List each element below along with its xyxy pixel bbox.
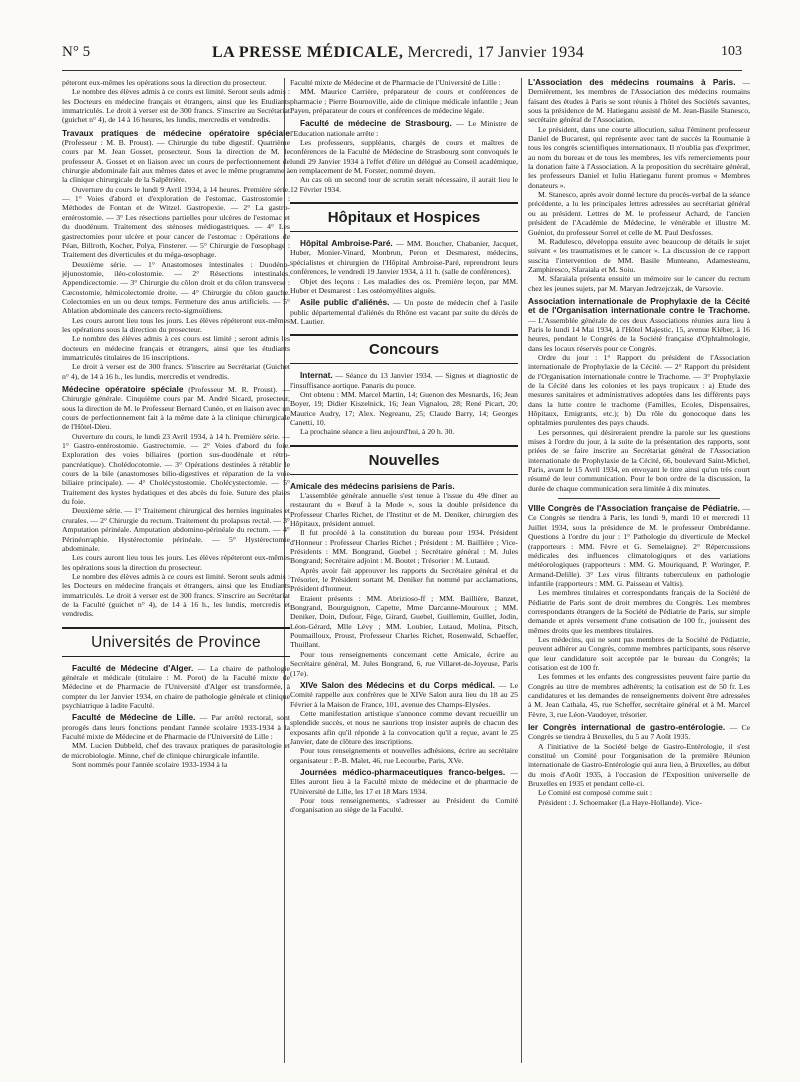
article-alger	[62, 664, 290, 711]
paragraph: Ouverture du cours le lundi 9 Avril 1934, à 14 heures. Première série. — 1° Voies d'abord et d'exploration de l'estomac. Gastrostomie : Méthodes de Fontan et de Witzel. Gastropexie. — 2° La gastro-entérostomie. — 3° Les résections partielles pour ulcères de l'estomac et du duodénum. Traitement des sténoses médiogastriques. — 4° Les gastrectomies pour ulcère et pour cancer de l'estomac : Opérations de Péan, Billroth, Kocher, Polya, Finsterer. — 5° Chirurgie de l'œsophage : Traitement des diverticules et du méga-œsophage.	[62, 184, 290, 260]
article-internat	[290, 371, 518, 390]
article-heading: Association internationale de Prophylaxie de la Cécité et de l'Organisation internationale contre le Trachome.	[528, 295, 750, 316]
article-text: (Professeur : M. B. Proust). — Chirurgie du tube digestif. Quatrième cours par M. Jean Gosset, prosecteur. Sous la direction de M. le professeur A. Gosset et en liaison avec un cours de perfectionnement de chirurgie abdominale fait aux mêmes dates et avec le même programme à la clinique chirurgicale de la Salpêtrière.	[62, 138, 290, 185]
article-strasbourg	[290, 119, 518, 138]
article-text: — Ce Congrès se tiendra à Bruxelles, du 5 au 7 Août 1935.	[528, 723, 750, 742]
column-middle	[290, 78, 518, 1068]
paragraph: Cette manifestation artistique s'annonce comme devant recueillir un splendide succès, et nous ne saurions trop insister auprès de chacun des exposants afin qu'il réponde à la convocation qu'il a reçue, avant le 25 Janvier, date de clôture des inscriptions.	[290, 708, 518, 746]
issue-date: Mercredi, 17 Janvier 1934	[407, 44, 584, 61]
paragraph: Ordre du jour : 1° Rapport du président de l'Association internationale de Prophylaxie de la Cécité. — 2° Rapport du président de l'Organisation internationale contre le Trachome. — 3° Prophylaxie de la Cécité dans les colonies et les pays tropicaux : a) Etude des mesures sanitaires et administratives adoptées dans les différents pays dans la lutte contre le trachome (Familles, Ecoles, Dispensaires, Hôpitaux, Emigrants, etc.); b) Du rôle du gonocoque dans les ophtalmies purulentes des pays chauds.	[528, 352, 750, 428]
article-text: — Elles auront lieu à la Faculté mixte de médecine et de pharmacie de l'Université de Lille, les 17 et 18 Mars 1934.	[290, 767, 518, 796]
page-header	[62, 44, 742, 71]
paragraph: La prochaine séance a lieu aujourd'hui, à 20 h. 30.	[300, 427, 455, 437]
article-heading: Faculté de Médecine d'Alger.	[72, 662, 194, 673]
masthead	[212, 44, 584, 62]
article-travaux-pratiques	[62, 129, 290, 185]
article-ambroise-pare	[290, 239, 518, 276]
paragraph: péteront eux-mêmes les opérations sous la direction du prosecteur.	[62, 78, 267, 87]
paragraph: M. Radulesco, développa ensuite avec beaucoup de détails le sujet suivant « les traumatismes et le cancer ». La discussion de ce rapport suscita l'intervention de MM. Basile Munteano, Adamesteanu, Zamphiresco, Sfaraiala et M. Soiu.	[528, 236, 750, 274]
article-salon	[290, 681, 518, 709]
article-heading: Faculté de médecine de Strasbourg.	[300, 118, 452, 129]
section-title-universites: Universités de Province	[62, 627, 290, 657]
article-asile	[290, 298, 518, 326]
column-right	[528, 78, 750, 1068]
paragraph: Pour tous renseignements, s'adresser au Président du Comité d'organisation au siège de la Faculté.	[290, 795, 518, 815]
paragraph: Président : J. Schoemaker (La Haye-Hollande). Vice-	[538, 797, 702, 807]
paragraph: Pour tous renseignements et nouvelles adhésions, écrire au secrétaire organisateur : P.-B. Malet, 46, rue Lecourbe, Paris, XVe.	[290, 746, 518, 765]
article-heading: XIVe Salon des Médecins et du Corps médical.	[300, 679, 495, 690]
article-heading: VIIIe Congrès de l'Association française de Pédiatrie.	[528, 503, 740, 514]
paragraph: Les cours auront lieu tous les jours. Les élèves répéteront eux-mêmes les opérations sous la direction du prosecteur.	[62, 553, 290, 572]
article-text: — Dernièrement, les membres de l'Association des médecins roumains faisant des études à Paris se sont réunis à l'hôtel des Sociétés savantes, sous la présidence de M. Hatieganu assisté de M. Jean-Basile Stanesco, secrétaire général de l'Association.	[528, 78, 750, 125]
article-text: — Le Comité rappelle aux confrères que le XIVe Salon aura lieu du 18 au 25 Février à la Maison de France, 101, avenue des Champs-Elysées.	[290, 680, 518, 709]
paragraph: Les professeurs, suppléants, chargés de cours et maîtres de conférences de la Faculté de Médecine de Strasbourg sont convoqués le lundi 29 Janvier 1934 à l'effet d'élire un délégué au Conseil académique, en remplacement de M. Forster, nommé doyen.	[290, 138, 518, 176]
article-pediatrie	[528, 504, 750, 588]
paragraph: Pour tous renseignements concernant cette Amicale, écrire au Secrétaire général, M. Jules Bongrand, 6, rue Villaret-de-Joyeuse, Paris (17e).	[290, 649, 518, 678]
paragraph: Deuxième série. — 1° Anastomoses intestinales : Duodéno-jéjunostomie, iléo-colostomie. — 2° Résections intestinales. Appendicectomie. — 3° Chirurgie du côlon droit et du côlon transverse : Cæcostomie, hémicolectomie droite. — 4° Chirurgie du côlon gauche. Colectomies en un ou deux temps. Fermeture des anus artificiels. — 5° Ablation abdominale des cancers recto-sigmoïdiens.	[62, 259, 290, 316]
paragraph: Ouverture du cours, le lundi 23 Avril 1934, à 14 h. Première série. — 1° Gastro-entérostomie. Gastrectomie. — 2° Voies d'abord du foie. Exploration des voies biliaires (portion sus-duodénale et rétro-pancréatique). Cholédocotomie. — 3° Opérations destinées à rétablir le cours de la bile (anastomoses bilio-digestives et réparation de la voie biliaire principale). — 4° Cholécystostomie. Cholécystectomie. — 5° Traitement des kystes hydatiques et des abcès du foie. Suture des plaies du foie.	[62, 431, 290, 507]
paragraph: Le Comité est composé comme suit :	[538, 788, 653, 798]
paragraph: Les médecins, qui ne sont pas membres de la Société de Pédiatrie, peuvent adhérer au Congrès, comme membres participants, sous réserve que leur candidature soit acceptée par le bureau du Congrès; la cotisation est de 100 fr.	[528, 634, 750, 672]
paragraph: Deuxième série. — 1° Traitement chirurgical des hernies inguinales et crurales. — 2° Chirurgie du rectum. Traitement du prolapsus rectal. — 3° Amputation périnéale. Amputation abdomino-périnéale du rectum. — 4° Périnéorraphie. Hystérectomie périnéale. — 5° Hystérectomie abdominale.	[62, 506, 290, 553]
article-lille	[62, 713, 290, 741]
article-heading: L'Association des médecins roumains à Paris.	[528, 78, 736, 87]
article-heading: Hôpital Ambroise-Paré.	[300, 238, 393, 249]
paragraph: Ont obtenu : MM. Marcel Martin, 14; Guenon des Mesnards, 16; Jean Boyer, 19; Didier Kiszelnick, 16; Jean Vignalou, 28; René Picart, 20; Maurice Audry, 17; Alex. Negreanu, 25; Claude Barry, 14; Georges Canetti, 10.	[290, 389, 518, 427]
column-left	[62, 78, 290, 1068]
article-medecine-operatoire	[62, 385, 290, 432]
article-heading: Asile public d'aliénés.	[300, 297, 390, 308]
paragraph: Sont nommés pour l'année scolaire 1933-1934 à la	[72, 760, 228, 770]
paragraph: Etaient présents : MM. Abrizioso-ff ; MM. Baillière, Banzet, Bongrand, Bourguignon, Capette, Mme Darcanne-Mouroux ; MM. Deniker, Doin, Dufour, Fège, Girard, Guebel, Guillemin, Guillet, Jodin, Léon-Gérard, Mlle Lévy ; MM. Loubier, Lutaud, Molina, Pitsch, Poumailloux, Proust, Professeur Charles Richet, Rosenwald, Schaeffer, Thuillant.	[290, 593, 518, 650]
article-roumains	[528, 78, 750, 125]
article-gastro	[528, 723, 750, 742]
article-prophylaxie	[528, 297, 750, 353]
paragraph: Les personnes, qui désireraient prendre la parole sur les questions mises à l'ordre du jour, à la suite de la présentation des rapports, sont priées de se faire inscrire au Secrétariat général de l'Association internationale de Prophylaxie de la Cécité, 66, boulevard Saint-Michel, Paris, avant le 15 Avril 1934, en envoyant le titre ainsi qu'un très court résumé de leur communication. Pour le bon ordre de la discussion, la durée de chaque communication sera limitée à dix minutes.	[528, 427, 750, 493]
article-text: — MM. Boucher, Chabanier, Jacquet, Huber, Monier-Vinard, Monbrun, Peron et Desmarest, médecins, spécialistes et chirurgien de l'Hôpital Ambroise-Paré, reprendront leurs conférences, le vendredi 19 Janvier 1934, à 11 h. (salle de conférences).	[290, 239, 518, 277]
paragraph: Après avoir fait approuver les rapports du Secrétaire général et du Trésorier, le Président sortant M. Deniker fut nommé par acclamations, Président d'honneur.	[290, 565, 518, 594]
paragraph: MM. Maurice Carrière, préparateur de cours et conférences de pharmacie ; Pierre Bournoville, aide de clinique médicale infantile ; Jean Payen, préparateur de cours et conférences de médecine légale.	[290, 87, 518, 116]
paragraph: L'assemblée générale annuelle s'est tenue à l'issue du 49e dîner au restaurant du « Bœuf à la Mode », sous la double présidence du Professeur Charles Richet, de l'Institut et de M. Deniker, chirurgien des Hôpitaux, président annuel.	[290, 490, 518, 528]
paragraph: M. Sfaraiala présenta ensuite un mémoire sur le cancer du rectum chez les jeunes sujets, par M. Maryan Jedrzejczak, de Varsovie.	[528, 274, 750, 293]
paragraph: Le droit à verser est de 300 francs. S'inscrire au Secrétariat (Guichet n° 4), de 14 à 16 h., les lundis, mercredis et vendredis.	[62, 362, 290, 381]
article-text: — Un poste de médecin chef à l'asile public départemental d'aliénés du Rhône est vacant par suite du décès de M. Lautier.	[290, 298, 518, 326]
article-text: — Le Ministre de l'Education nationale arrête :	[290, 119, 518, 138]
paragraph: Le nombre des élèves admis à ces cours est limité ; seront admis les docteurs en médecine français et étrangers, ainsi que les étudiants immatriculés titulaires de 16 inscriptions.	[62, 334, 290, 362]
paragraph: MM. Lucien Dubbeld, chef des travaux pratiques de parasitologie et de microbiologie. Minne, chef de clinique chirurgicale infantile.	[62, 741, 290, 760]
article-text: — La chaire de pathologie générale et médicale (titulaire : M. Porot) de la Faculté mixte de Médecine et de Pharmacie de l'Université d'Alger est transformée, à compter du 1er Janvier 1934, en chaire de pathologie générale et clinique psychiatrique à ladite Faculté.	[62, 663, 290, 710]
paragraph: Le président, dans une courte allocution, salua l'éminent professeur Daniel de Bucarest, qui représente avec tant de succès la Roumanie à tous les congrès scientifiques internationaux. Il n'oublia pas d'exprimer, au nom du bureau et de tous les membres, les vifs remerciements pour la donation faite à l'Association. A la proposition du secrétaire général, les professeurs Daniel et Iuliu Hatieganu furent promus « Membres donateurs ».	[528, 124, 750, 190]
paragraph: Les membres titulaires et correspondants français de la Société de Pédiatrie de Paris sont de droit membres du Congrès. Les membres correspondants étrangers de la Société de Pédiatrie de Paris, sur simple demande et après versement d'une cotisation de 100 fr., jouissent des mêmes droits que les membres titulaires.	[528, 588, 750, 635]
issue-number: N° 5	[62, 44, 91, 60]
article-amicale	[290, 482, 518, 491]
paragraph: Les femmes et les enfants des congressistes peuvent faire partie du Congrès au titre de membres adhérents; la cotisation est de 50 fr. Les candidatures et les demandes de renseignements doivent être adressées à M. Jean Cathala, 45, rue Scheffer, secrétaire général et à M. Marcel Fèvre, 3, rue Léon-Vaudoyer, trésorier.	[528, 672, 750, 719]
journal-title: LA PRESSE MÉDICALE,	[212, 44, 404, 61]
page-number: 103	[721, 44, 742, 59]
section-title-hopitaux: Hôpitaux et Hospices	[290, 202, 518, 232]
paragraph: A l'initiative de la Société belge de Gastro-Entérologie, il s'est constitué un Comité pour l'organisation de la première Réunion internationale de Gastro-Entérologie qui aura lieu, à Bruxelles, au début du mois d'Août 1935, à l'occasion de l'Exposition universelle de Bruxelles en 1935 et pendant celle-ci.	[528, 741, 750, 789]
article-text: — Séance du 13 Janvier 1934. — Signes et diagnostic de l'insuffisance aortique. Panaris du pouce.	[290, 371, 518, 390]
divider	[558, 498, 720, 499]
article-heading: Ier Congrès international de gastro-entérologie.	[528, 722, 726, 733]
article-heading: Médecine opératoire spéciale	[62, 384, 184, 394]
article-text: — Par arrêté rectoral, sont prorogés dans leurs fonctions pendant l'année scolaire 1933-1934 à la Faculté mixte de Médecine et de Pharmacie de l'Université de Lille :	[62, 713, 290, 741]
article-heading: Journées médico-pharmaceutiques franco-belges.	[300, 766, 506, 777]
article-heading: Faculté de Médecine de Lille.	[72, 712, 196, 723]
article-text: — Ce Congrès se tiendra à Paris, les lundi 9, mardi 10 et mercredi 11 Juillet 1934, sous la présidence de M. le professeur Ombrédanne. Questions à l'ordre du jour : 1° Pathologie du diverticule de Meckel (rapporteurs : MM. Fèvre et G. Semelaigne). 2° Répercussions médicales des influences climatologiques et des variations météorologiques (rapporteurs : MM. G. Mouriquand, P. Woringer, P. Armand-Delille). 3° Les virus filtrants tuberculeux en pathologie infantile (rapporteurs : MM. G. Paisseau et Valtis).	[528, 504, 750, 588]
paragraph: Il fut procédé à la constitution du bureau pour 1934. Président d'Honneur : Professeur Charles Richet ; Président : M. Baillière ; Vice-Présidents : MM. Bongrand, Guebel ; Secrétaire général : M. Jules Bongrand; Secrétaire adjoint : M. Boutet ; Trésorier : M. Lutaud.	[290, 528, 518, 566]
article-journees	[290, 768, 518, 796]
section-title-nouvelles: Nouvelles	[290, 445, 518, 475]
section-title-concours: Concours	[290, 334, 518, 364]
article-text: — L'Assemblée générale de ces deux Associations réunies aura lieu à Paris le lundi 14 Mai 1934, à l'Hôtel Majestic, 15, avenue Kléber, à 16 heures, pendant le Congrès de la Société française d'Ophtalmologie, dans les locaux réservés pour ce Congrès.	[528, 315, 750, 353]
column-divider	[521, 78, 522, 1063]
paragraph: Faculté mixte de Médecine et de Pharmacie de l'Université de Lille :	[290, 78, 501, 87]
article-heading: Travaux pratiques de médecine opératoire spéciale	[62, 127, 290, 138]
paragraph: Objet des leçons : Les maladies des os. Première leçon, par MM. Huber et Desmarest : Les ostéomyélites aiguës.	[290, 276, 518, 295]
paragraph: Le nombre des élèves admis à ce cours est limité. Seront seuls admis : les Docteurs en médecine français et étrangers, ainsi que les Etudiants immatriculés. Le droit à verser est de 300 francs. S'inscrire au Secrétariat (guichet n° 4), de 14 à 16 heures, les lundis, mercredis et vendredis.	[62, 87, 290, 125]
paragraph: Les cours auront lieu tous les jours. Les élèves répéteront eux-mêmes les opérations sous la direction du prosecteur.	[62, 315, 290, 334]
article-heading: Internat.	[300, 370, 333, 381]
paragraph: M. Stanesco, après avoir donné lecture du procès-verbal de la séance précédente, a lu les principales lettres adressées au secrétariat général ou au président. Lettres de M. le professeur Achard, de l'ancien président de l'Académie de Médecine, le vénérable et illustre M. Guéniot, du professeur Sorrel et celle de M. Paul Desfosses.	[528, 190, 750, 237]
paragraph: Au cas où un second tour de scrutin serait nécessaire, il aurait lieu le 12 Février 1934.	[290, 175, 518, 194]
paragraph: Le nombre des élèves admis à ce cours est limité. Seront seuls admis : les Docteurs en médecine français et étrangers, ainsi que les Etudiants immatriculés. Le droit à verser est de 300 francs. S'inscrire au Secrétariat de la Faculté (guichet n° 4), de 14 à 16 h., les lundis, mercredis et vendredis.	[62, 571, 290, 619]
article-heading: Amicale des médecins parisiens de Paris.	[290, 480, 455, 491]
article-text: (Professeur M. R. Proust). — Chirurgie générale. Cinquième cours par M. André Sicard, prosecteur, sous la direction de M. le Professeur Bernard Cunéo, et en liaison avec un cours de perfectionnement fait à la même date à la clinique chirurgicale de l'Hôtel-Dieu.	[62, 385, 290, 432]
